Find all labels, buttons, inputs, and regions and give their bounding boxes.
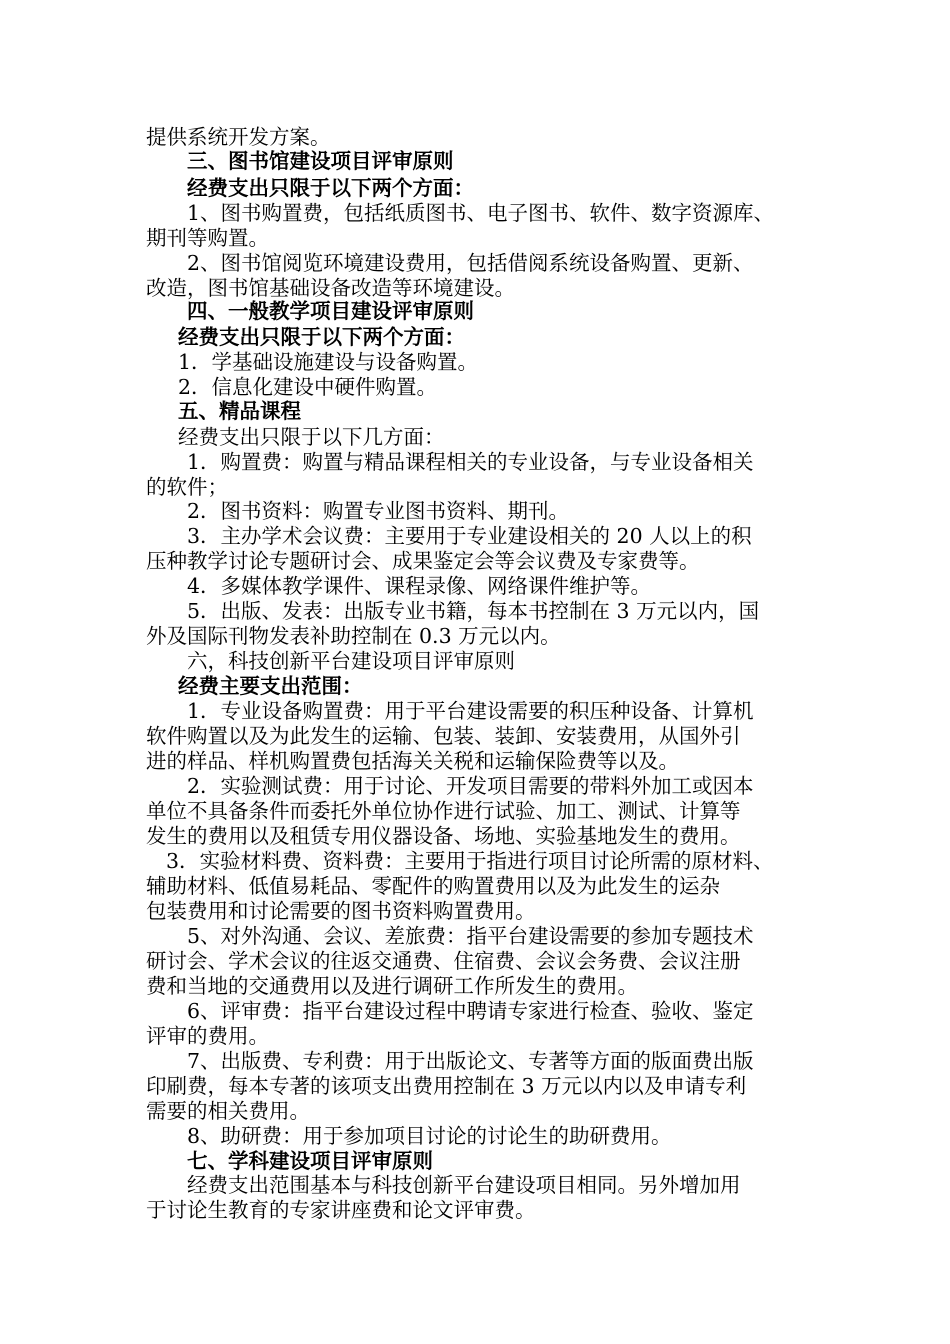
text-line: 经费支出范围基本与科技创新平台建设项目相同。另外增加用 [187, 1173, 741, 1197]
subheading: 经费支出只限于以下两个方面： [178, 325, 465, 349]
text-line: 2．实验测试费：用于讨论、开发项目需要的带料外加工或因本 [187, 774, 754, 798]
text-line: 期刊等购置。 [146, 226, 269, 250]
text-line: 辅助材料、低值易耗品、零配件的购置费用以及为此发生的运杂 [146, 874, 720, 898]
text-line: 5．出版、发表：出版专业书籍，每本书控制在 3 万元以内，国 [187, 599, 760, 623]
text-line: 1．专业设备购置费：用于平台建设需要的积压种设备、计算机 [187, 699, 754, 723]
text-line: 1．学基础设施建设与设备购置。 [178, 350, 479, 374]
subheading: 经费支出只限于以下两个方面： [187, 176, 474, 200]
text-line: 经费支出只限于以下几方面： [178, 425, 445, 449]
text-line: 发生的费用以及租赁专用仪器设备、场地、实验基地发生的费用。 [146, 824, 741, 848]
text-line: 进的样品、样机购置费包括海关关税和运输保险费等以及。 [146, 749, 679, 773]
text-line: 改造，图书馆基础设备改造等环境建设。 [146, 276, 515, 300]
section-heading: 三、图书馆建设项目评审原则 [187, 149, 454, 173]
text-line: 费和当地的交通费用以及进行调研工作所发生的费用。 [146, 974, 638, 998]
text-line: 于讨论生教育的专家讲座费和论文评审费。 [146, 1198, 536, 1222]
text-line: 外及国际刊物发表补助控制在 0.3 万元以内。 [146, 624, 561, 648]
section-heading: 七、学科建设项目评审原则 [187, 1149, 433, 1173]
text-line: 单位不具备条件而委托外单位协作进行试验、加工、测试、计算等 [146, 799, 741, 823]
section-heading: 四、一般教学项目建设评审原则 [187, 299, 474, 323]
text-line: 1、图书购置费，包括纸质图书、电子图书、软件、数字资源库、 [187, 201, 775, 225]
text-line: 研讨会、学术会议的往返交通费、住宿费、会议会务费、会议注册 [146, 949, 741, 973]
text-line: 6、评审费：指平台建设过程中聘请专家进行检查、验收、鉴定 [187, 999, 754, 1023]
text-line: 8、助研费：用于参加项目讨论的讨论生的助研费用。 [187, 1124, 672, 1148]
section-heading: 五、精品课程 [178, 399, 301, 423]
text-line: 2．信息化建设中硬件购置。 [178, 375, 438, 399]
text-line: 的软件； [146, 475, 228, 499]
text-line: 2、图书馆阅览环境建设费用，包括借阅系统设备购置、更新、 [187, 251, 754, 275]
text-line: 3．主办学术会议费：主要用于专业建设相关的 20 人以上的积 [187, 524, 752, 548]
text-line: 包装费用和讨论需要的图书资料购置费用。 [146, 899, 536, 923]
text-line: 7、出版费、专利费：用于出版论文、专著等方面的版面费出版 [187, 1049, 754, 1073]
text-line: 3．实验材料费、资料费：主要用于指进行项目讨论所需的原材料、 [166, 849, 774, 873]
text-line: 六，科技创新平台建设项目评审原则 [187, 649, 515, 673]
text-line: 4．多媒体教学课件、课程录像、网络课件维护等。 [187, 574, 652, 598]
text-line: 压种教学讨论专题研讨会、成果鉴定会等会议费及专家费等。 [146, 549, 700, 573]
text-line: 软件购置以及为此发生的运输、包装、装卸、安装费用，从国外引 [146, 724, 741, 748]
subheading: 经费主要支出范围： [178, 674, 363, 698]
text-line: 印刷费，每本专著的该项支出费用控制在 3 万元以内以及申请专利 [146, 1074, 747, 1098]
text-line: 提供系统开发方案。 [146, 125, 331, 149]
text-line: 1．购置费：购置与精品课程相关的专业设备，与专业设备相关 [187, 450, 754, 474]
text-line: 评审的费用。 [146, 1024, 269, 1048]
text-line: 2．图书资料：购置专业图书资料、期刊。 [187, 499, 570, 523]
text-line: 需要的相关费用。 [146, 1099, 310, 1123]
text-line: 5、对外沟通、会议、差旅费：指平台建设需要的参加专题技术 [187, 924, 754, 948]
